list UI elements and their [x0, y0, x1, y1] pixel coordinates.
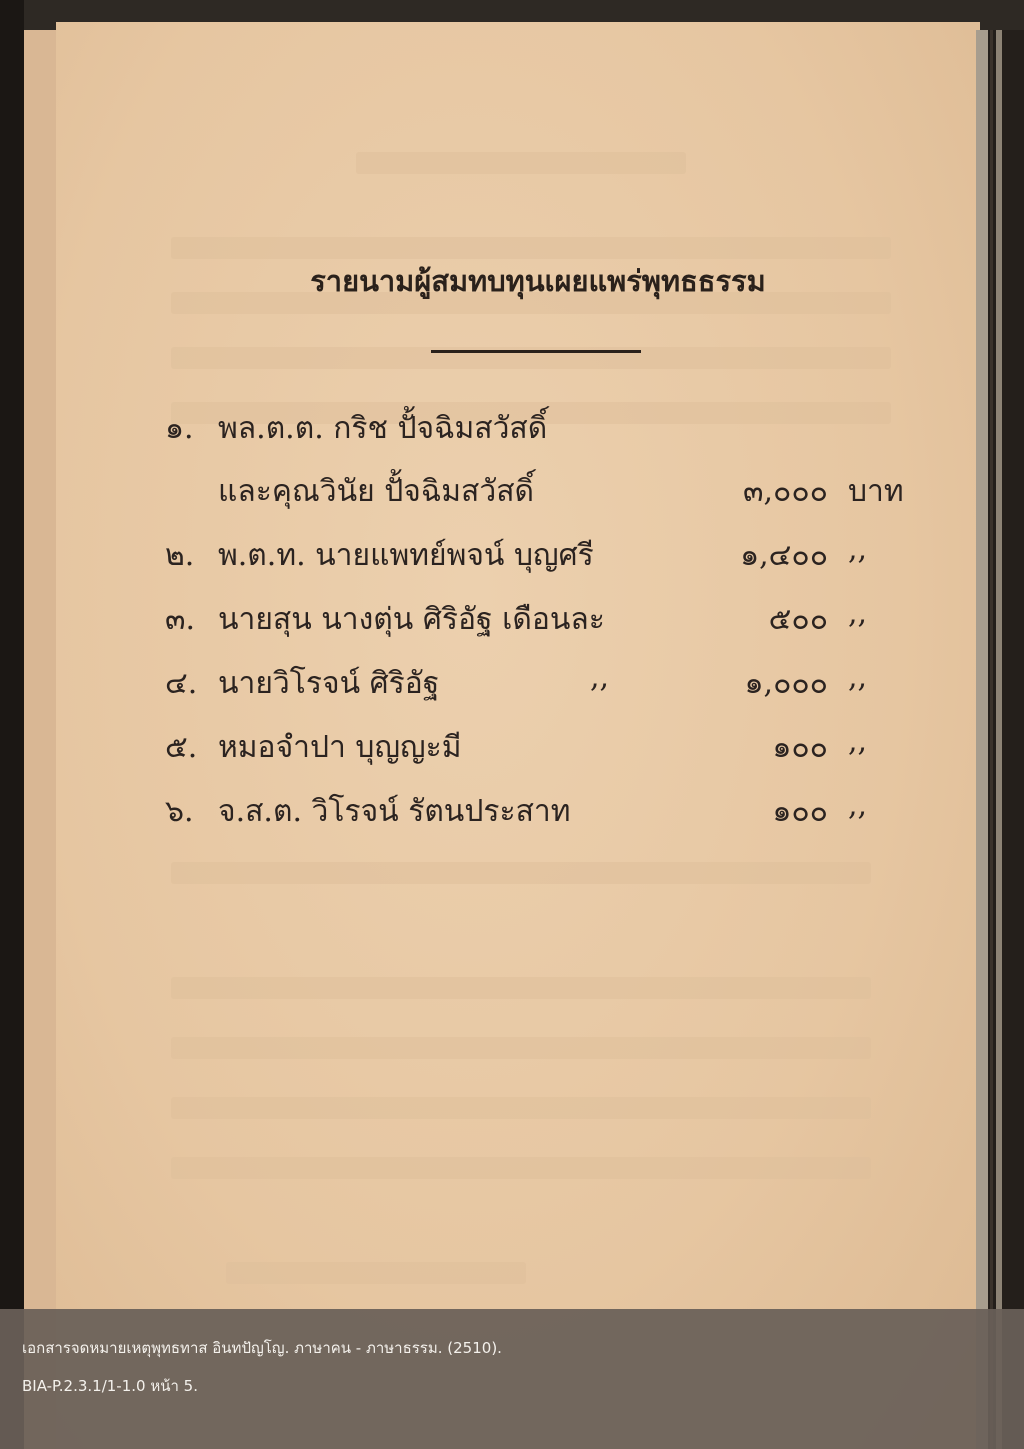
bleed-through-mark: [171, 862, 871, 884]
ditto-mark: ,,: [848, 532, 868, 567]
ditto-mark: ,,: [848, 660, 868, 695]
list-item: [0, 532, 1024, 588]
bleed-through-mark: [171, 237, 891, 259]
entry-name: พ.ต.ท. นายแพทย์พจน์ บุญศรี: [218, 538, 594, 573]
entry-amount: ๑๐๐: [772, 730, 828, 765]
list-item: [0, 468, 1024, 524]
list-item: [0, 405, 1024, 461]
entry-number: ๓.: [165, 602, 196, 637]
entry-number: ๖.: [165, 794, 194, 829]
caption-reference: BIA-P.2.3.1/1-1.0 หน้า 5.: [22, 1377, 198, 1395]
entry-number: ๕.: [165, 730, 198, 765]
bleed-through-mark: [226, 1262, 526, 1284]
bleed-through-mark: [171, 977, 871, 999]
caption-citation: เอกสารจดหมายเหตุพุทธทาส อินทปัญโญ. ภาษาคน - ภาษาธรรม. (2510).: [22, 1339, 502, 1357]
bleed-through-mark: [356, 152, 686, 174]
entry-amount: ๕๐๐: [768, 602, 828, 637]
list-item: [0, 596, 1024, 652]
entry-number: ๑.: [165, 411, 194, 446]
entry-amount: ๑๐๐: [772, 794, 828, 829]
list-item: [0, 788, 1024, 844]
caption-bar: [0, 1309, 1024, 1449]
entry-amount: ๑,๔๐๐: [740, 538, 828, 573]
currency-unit: บาท: [848, 474, 904, 509]
title-underline: [431, 350, 641, 353]
entry-number: ๒.: [165, 538, 195, 573]
entry-number: ๔.: [165, 666, 198, 701]
ditto-mark: ,,: [848, 788, 868, 823]
bleed-through-mark: [171, 1097, 871, 1119]
bleed-through-mark: [171, 1037, 871, 1059]
entry-name: จ.ส.ต. วิโรจน์ รัตนประสาท: [218, 794, 571, 829]
entry-name: นายสุน นางตุ่น ศิริอัฐ เดือนละ: [218, 602, 605, 637]
ditto-mark: ,,: [848, 596, 868, 631]
bleed-through-mark: [171, 1157, 871, 1179]
list-item: [0, 660, 1024, 716]
entry-name: หมอจำปา บุญญะมี: [218, 730, 462, 765]
ditto-mark: ,,: [590, 660, 610, 695]
page-title: รายนามผู้สมทบทุนเผยแพร่พุทธธรรม: [310, 264, 766, 298]
entry-name: และคุณวินัย ปั้จฉิมสวัสดิ์: [218, 474, 534, 509]
entry-name: พล.ต.ต. กริช ปั้จฉิมสวัสดิ์: [218, 411, 548, 446]
list-item: [0, 724, 1024, 780]
ditto-mark: ,,: [848, 724, 868, 759]
entry-amount: ๑,๐๐๐: [744, 666, 828, 701]
entry-name: นายวิโรจน์ ศิริอัฐ: [218, 666, 440, 701]
entry-amount: ๓,๐๐๐: [743, 474, 828, 509]
